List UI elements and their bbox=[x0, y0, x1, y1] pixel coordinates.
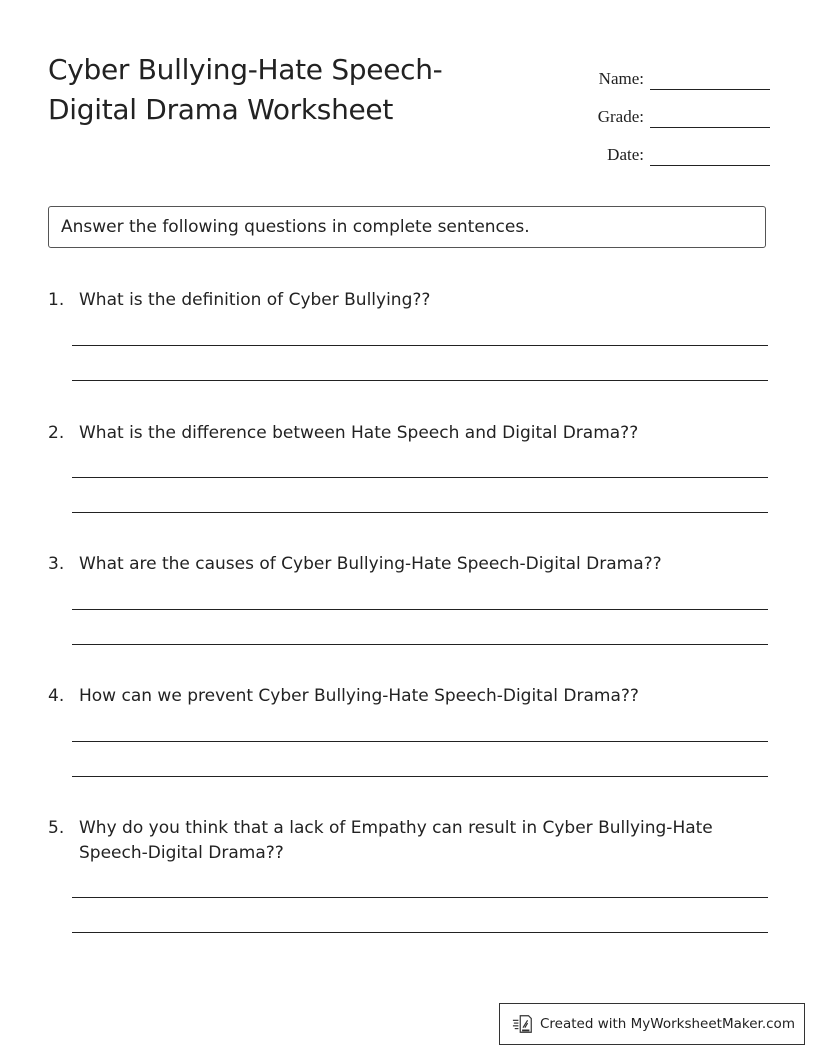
question-number: 2. bbox=[48, 423, 65, 443]
question-number: 1. bbox=[48, 290, 65, 310]
question-number: 3. bbox=[48, 554, 65, 574]
question-2 bbox=[48, 421, 768, 446]
answer-line[interactable] bbox=[72, 932, 768, 933]
question-number: 4. bbox=[48, 686, 65, 706]
name-field-line[interactable] bbox=[650, 65, 770, 90]
date-field-label: Date: bbox=[607, 145, 644, 164]
answer-line[interactable] bbox=[72, 609, 768, 610]
footer-text: Created with MyWorksheetMaker.com bbox=[540, 1016, 795, 1032]
grade-field-label: Grade: bbox=[597, 107, 644, 126]
question-text: What are the causes of Cyber Bullying-Hate Speech-Digital Drama?? bbox=[79, 554, 662, 574]
worksheet-title: Cyber Bullying-Hate Speech-Digital Drama Worksheet bbox=[48, 53, 443, 126]
answer-line[interactable] bbox=[72, 897, 768, 898]
name-field-label: Name: bbox=[598, 69, 644, 88]
question-text: Why do you think that a lack of Empathy can result in Cyber Bullying-Hate Speech-Digital Drama?? bbox=[79, 818, 713, 863]
question-3 bbox=[48, 552, 768, 577]
answer-line[interactable] bbox=[72, 741, 768, 742]
answer-line[interactable] bbox=[72, 644, 768, 645]
question-4 bbox=[48, 684, 768, 709]
question-text: How can we prevent Cyber Bullying-Hate Speech-Digital Drama?? bbox=[79, 686, 639, 706]
question-number: 5. bbox=[48, 818, 65, 838]
question-1 bbox=[48, 288, 768, 313]
answer-line[interactable] bbox=[72, 477, 768, 478]
question-text: What is the definition of Cyber Bullying?? bbox=[79, 290, 431, 310]
answer-line[interactable] bbox=[72, 776, 768, 777]
instructions-box: Answer the following questions in complete sentences. bbox=[48, 206, 766, 248]
student-info-fields bbox=[560, 52, 770, 166]
date-field-line[interactable] bbox=[650, 141, 770, 166]
answer-line[interactable] bbox=[72, 345, 768, 346]
question-5 bbox=[48, 816, 768, 866]
worksheet-maker-logo-icon bbox=[512, 1013, 534, 1035]
answer-line[interactable] bbox=[72, 380, 768, 381]
date-field bbox=[560, 128, 770, 166]
answer-line[interactable] bbox=[72, 512, 768, 513]
footer-credit[interactable] bbox=[499, 1003, 805, 1045]
grade-field-line[interactable] bbox=[650, 103, 770, 128]
name-field bbox=[560, 52, 770, 90]
grade-field bbox=[560, 90, 770, 128]
question-text: What is the difference between Hate Speech and Digital Drama?? bbox=[79, 423, 639, 443]
